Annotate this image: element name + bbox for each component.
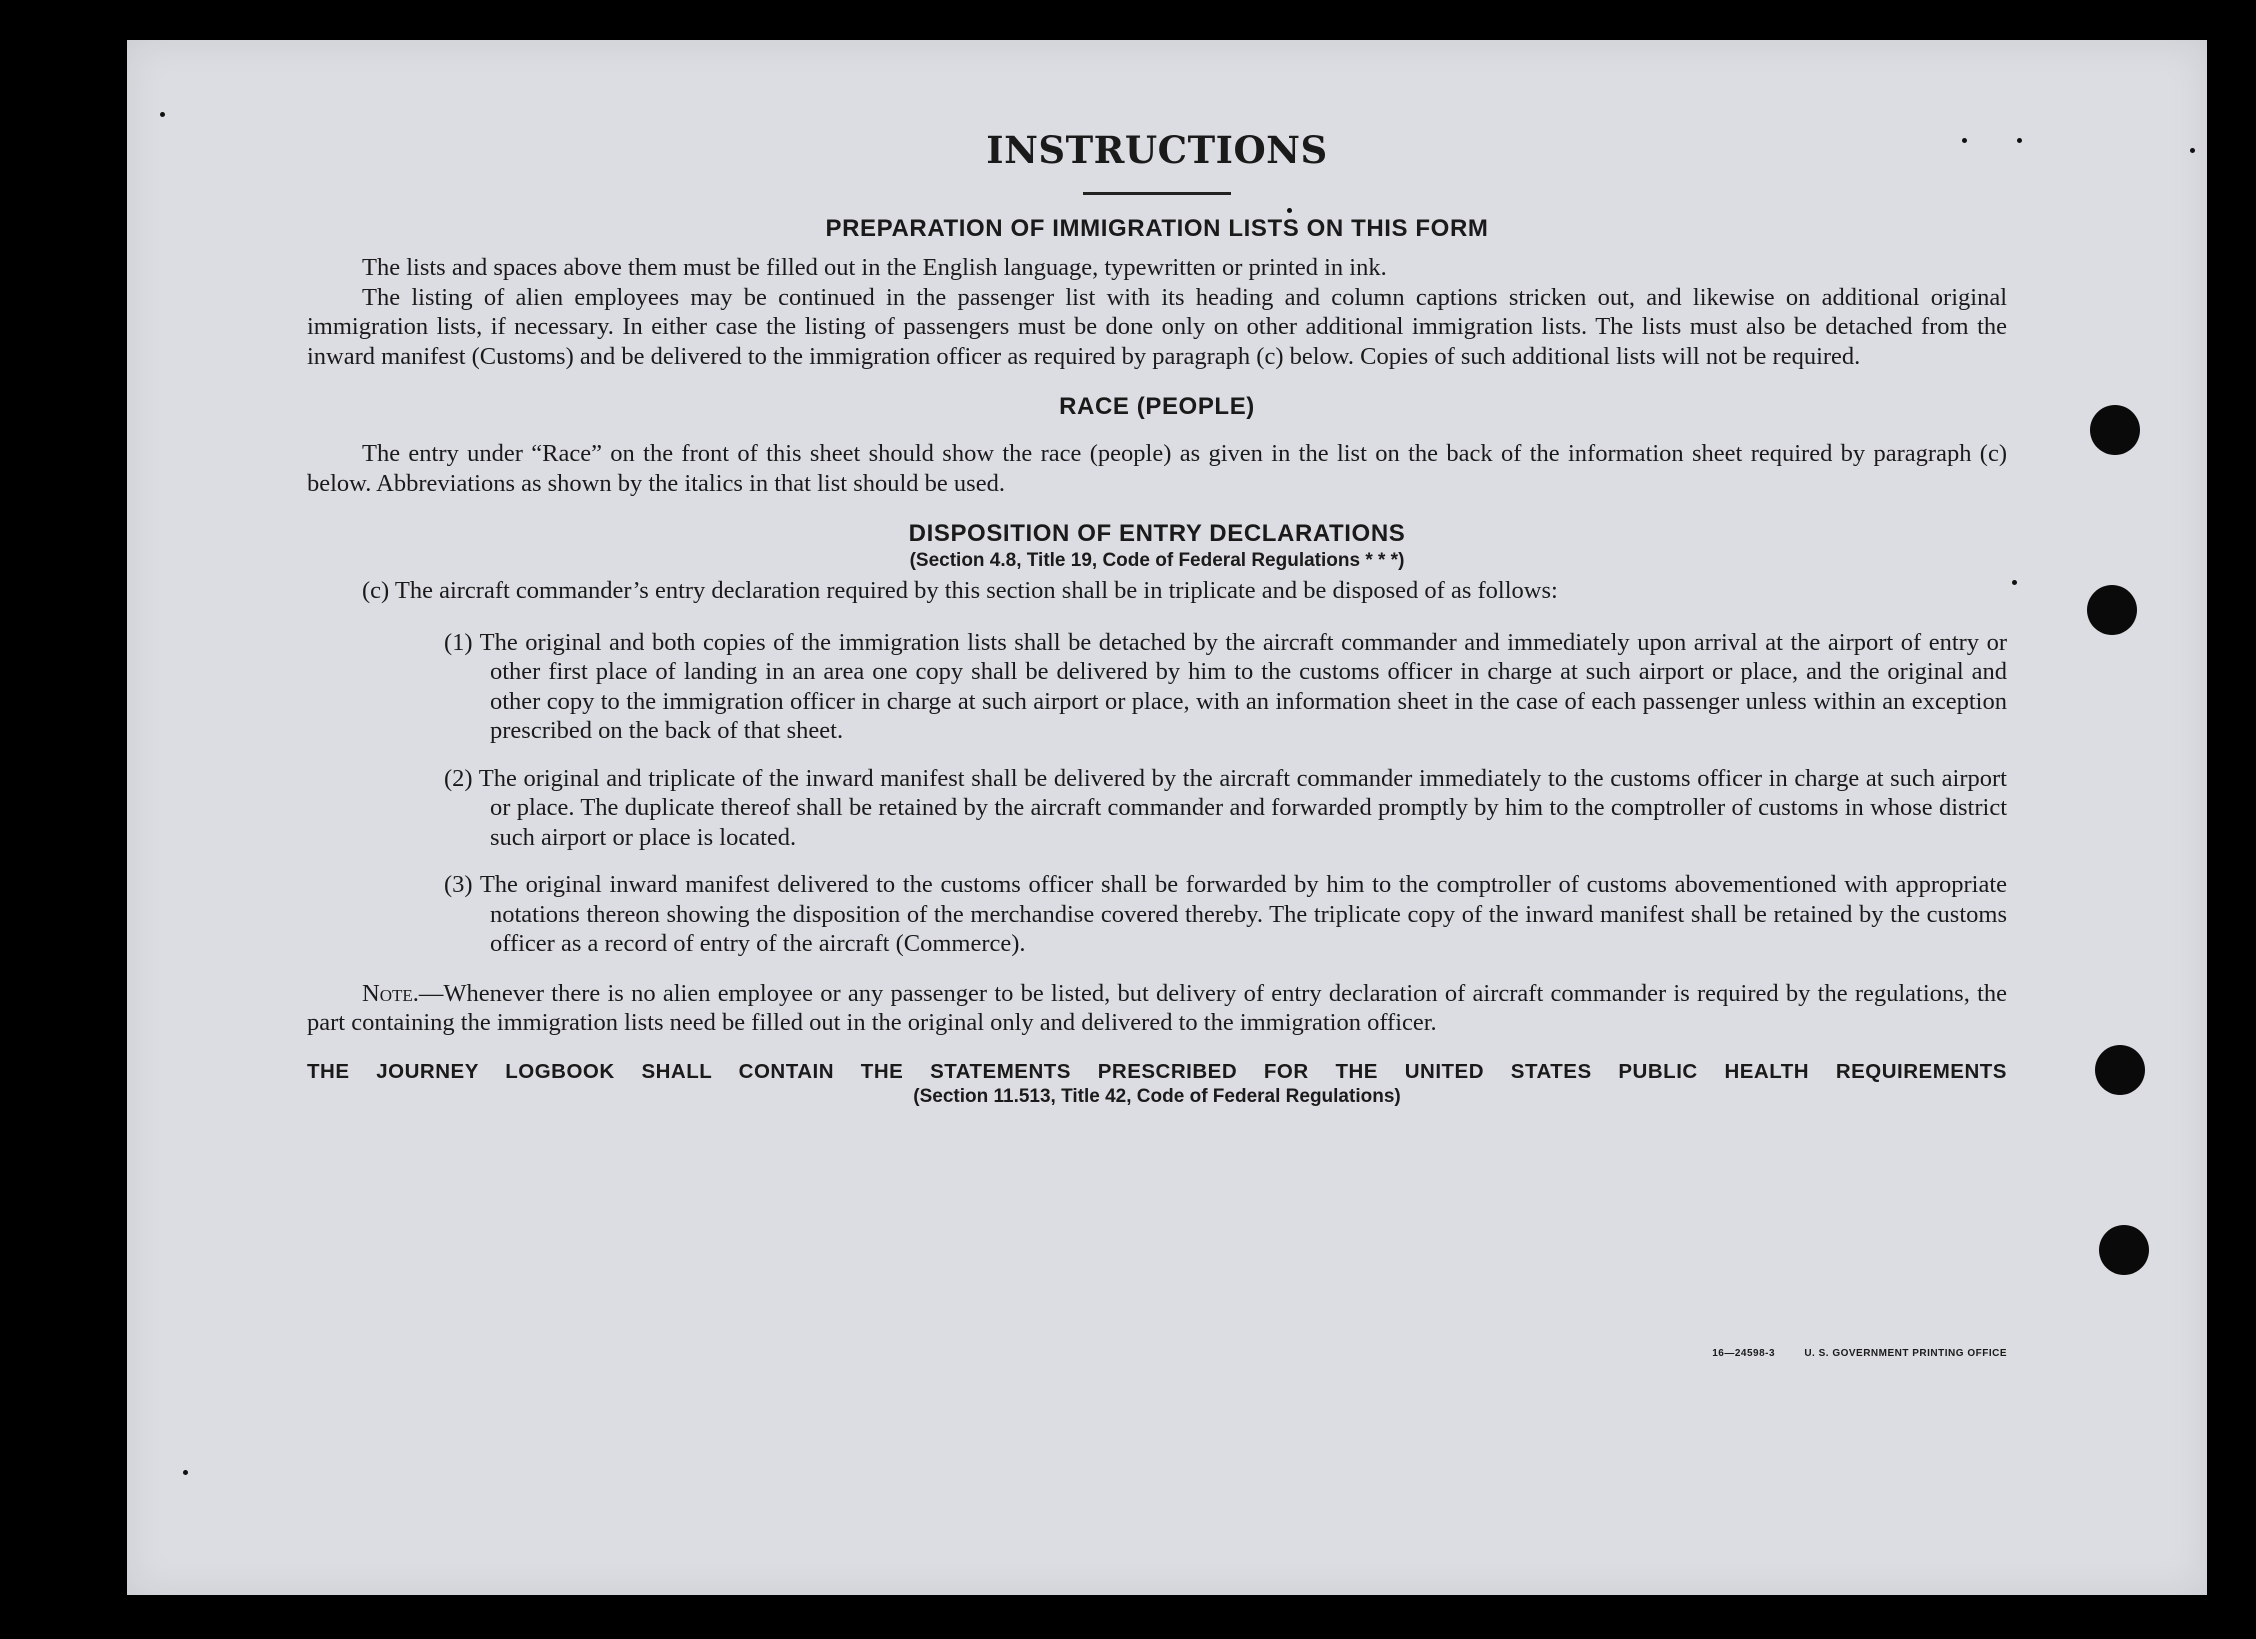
paper-speck [2012, 580, 2017, 585]
punch-hole [2087, 585, 2137, 635]
section-heading-race: RACE (PEOPLE) [1059, 393, 1255, 420]
disposition-item-2: (2) The original and triplicate of the inward manifest shall be delivered by the aircraft commander immediately to the customs officer in charge at such airport or place. The duplicate thereof shall be retained by the aircraft commander and forwarded promptly by him to the comptroller of customs in whose district such airport or place is located. [444, 764, 2007, 851]
paper-speck [183, 1470, 188, 1475]
form-code: 16—24598-3 [1712, 1348, 1776, 1359]
punch-hole [2095, 1045, 2145, 1095]
disposition-item-3: (3) The original inward manifest delivered to the customs officer shall be forwarded by him to the comptroller of customs abovementioned with appropriate notations thereon showing the disposition of the merchandise covered thereby. The triplicate copy of the inward manifest shall be retained by the customs officer as a record of entry of the aircraft (Commerce). [444, 871, 2007, 957]
section-disposition [307, 520, 2007, 959]
scan-speck [2190, 148, 2195, 153]
punch-hole [2090, 405, 2140, 455]
journey-citation: (Section 11.513, Title 42, Code of Federal Regulations) [913, 1085, 1401, 1107]
title-divider [1083, 192, 1231, 195]
section-heading-preparation: PREPARATION OF IMMIGRATION LISTS ON THIS FORM [825, 215, 1489, 242]
disposition-item-1: (1) The original and both copies of the immigration lists shall be detached by the aircraft commander and immediately upon arrival at the airport of entry or other first place of landing in an area one copy shall be delivered by him to the customs officer in charge at such airport or place, and the original and other copy to the immigration officer in charge at such airport or place, with an information sheet in the case of each passenger unless within an exception prescribed on the back of that sheet. [444, 628, 2007, 744]
disposition-citation: (Section 4.8, Title 19, Code of Federal Regulations * * *) [909, 550, 1405, 571]
section-preparation [307, 215, 2007, 371]
punch-hole [2099, 1225, 2149, 1275]
paper-speck [2017, 138, 2022, 143]
page-title: INSTRUCTIONS [986, 128, 1328, 172]
preparation-paragraph-2: The listing of alien employees may be continued in the passenger list with its heading and column captions stricken out, and likewise on additional original immigration lists, if necessary. In either case the listing of passengers must be done only on other additional immigration lists. The lists must also be detached from the inward manifest (Customs) and be delivered to the immigration officer as required by paragraph (c) below. Copies of such additional lists will not be required. [307, 283, 2007, 370]
document-sheet [127, 40, 2207, 1595]
paper-speck [1287, 208, 1292, 213]
scan-speck [160, 112, 165, 117]
paper-speck [1962, 138, 1967, 143]
section-heading-disposition: DISPOSITION OF ENTRY DECLARATIONS [908, 520, 1406, 547]
journey-logbook-statement: THE JOURNEY LOGBOOK SHALL CONTAIN THE STATEMENTS PRESCRIBED FOR THE UNITED STATES PUBLIC HEALTH REQUIREMENTS [307, 1059, 2007, 1083]
note-label: Note. [362, 979, 419, 1007]
note-paragraph [307, 979, 2007, 1038]
printer-name: U. S. GOVERNMENT PRINTING OFFICE [1804, 1348, 2007, 1359]
race-paragraph: The entry under “Race” on the front of this sheet should show the race (people) as given in the list on the back of the information sheet required by paragraph (c) below. Abbreviations as shown by the italics in that list should be used. [307, 440, 2007, 497]
printer-imprint [1712, 1348, 2007, 1359]
document-content [307, 128, 2007, 1359]
disposition-clause: (c) The aircraft commander’s entry declaration required by this section shall be in triplicate and be disposed of as follows: [362, 577, 1558, 604]
section-race [307, 393, 2007, 498]
note-text: —Whenever there is no alien employee or any passenger to be listed, but delivery of entry declaration of aircraft commander is required by the regulations, the part containing the immigration lists need be filled out in the original only and delivered to the immigration officer. [307, 979, 2007, 1036]
preparation-paragraph-1: The lists and spaces above them must be filled out in the English language, typewritten or printed in ink. [362, 254, 1387, 281]
